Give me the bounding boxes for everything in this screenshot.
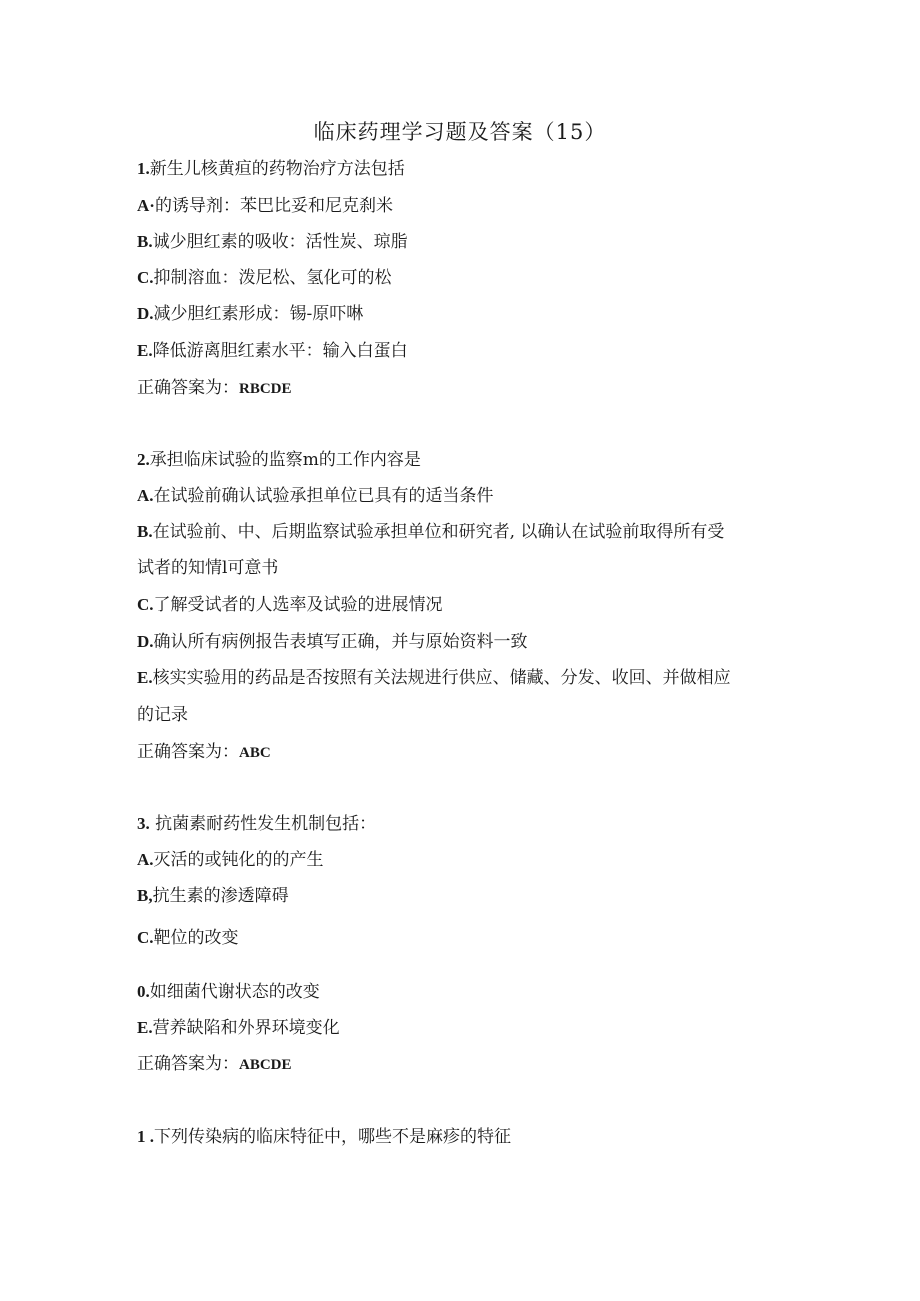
answer-value: ABCDE bbox=[239, 1057, 292, 1073]
question-text: 下列传染病的临床特征中，哪些不是麻疹的特征 bbox=[154, 1127, 511, 1147]
question-text: 新生儿核黄疸的药物治疗方法包括 bbox=[149, 159, 405, 179]
option-key: C. bbox=[137, 595, 154, 614]
option-key: E. bbox=[137, 341, 153, 360]
option-key: 0. bbox=[137, 982, 150, 1001]
option-text: 在试验前确认试验承担单位已具有的适当条件 bbox=[153, 486, 494, 506]
option-text-continued: 试者的知情l可意书 bbox=[137, 558, 279, 578]
option-key: A· bbox=[137, 196, 155, 215]
question-1-option-a bbox=[137, 195, 393, 217]
answer-value: ABC bbox=[239, 745, 271, 761]
question-number: 1. bbox=[137, 159, 150, 178]
option-text: 灭活的或钝化的的产生 bbox=[153, 850, 324, 870]
option-key: E. bbox=[137, 1018, 153, 1037]
answer-label: 正确答案为： bbox=[137, 378, 239, 398]
question-number: 1 . bbox=[137, 1127, 154, 1146]
question-text: 抗菌素耐药性发生机制包括： bbox=[149, 814, 377, 834]
question-2-option-e-continued bbox=[137, 704, 188, 726]
question-3-option-c bbox=[137, 927, 239, 949]
question-2-option-b-continued bbox=[137, 557, 278, 579]
option-text-continued: 的记录 bbox=[137, 705, 188, 725]
option-key: B. bbox=[137, 522, 153, 541]
question-3-stem bbox=[137, 813, 376, 835]
option-text: 诚少胆红素的吸收：活性炭、琼脂 bbox=[152, 232, 408, 252]
question-1-option-d bbox=[137, 303, 363, 325]
question-1-option-e bbox=[137, 340, 408, 362]
option-key: A. bbox=[137, 486, 154, 505]
option-text: 降低游离胆红素水平：输入白蛋白 bbox=[152, 341, 408, 361]
question-number: 3. bbox=[137, 814, 150, 833]
question-1-answer bbox=[137, 377, 292, 400]
question-1-stem bbox=[137, 158, 405, 180]
question-1-option-c bbox=[137, 267, 392, 289]
question-2-option-e bbox=[137, 667, 731, 689]
option-key: D. bbox=[137, 632, 154, 651]
question-3-option-a bbox=[137, 849, 324, 871]
question-text: 承担临床试验的监察m的工作内容是 bbox=[149, 450, 421, 470]
option-text: 抗生素的渗透障碍 bbox=[152, 886, 289, 906]
option-text: 在试验前、中、后期监察试验承担单位和研究者, 以确认在试验前取得所有受 bbox=[152, 522, 725, 542]
option-key: C. bbox=[137, 268, 154, 287]
option-text: 营养缺陷和外界环境变化 bbox=[152, 1018, 340, 1038]
question-3-option-b bbox=[137, 885, 289, 907]
question-1-option-b bbox=[137, 231, 408, 253]
question-4-stem bbox=[137, 1126, 511, 1148]
answer-label: 正确答案为： bbox=[137, 742, 239, 762]
option-key: B, bbox=[137, 886, 153, 905]
answer-label: 正确答案为： bbox=[137, 1054, 239, 1074]
option-text: 减少胆红素形成：锡-原吓啉 bbox=[153, 304, 364, 324]
option-key: D. bbox=[137, 304, 154, 323]
option-key: A. bbox=[137, 850, 154, 869]
question-3-answer bbox=[137, 1053, 292, 1076]
answer-value: RBCDE bbox=[239, 381, 292, 397]
option-key: B. bbox=[137, 232, 153, 251]
question-3-option-d bbox=[137, 981, 320, 1003]
question-2-stem bbox=[137, 449, 421, 471]
option-text: 的诱导剂：苯巴比妥和尼克刹米 bbox=[154, 196, 393, 216]
option-text: 确认所有病例报告表填写正确，并与原始资料一致 bbox=[153, 632, 528, 652]
document-title: 临床药理学习题及答案（15） bbox=[313, 120, 607, 144]
option-text: 了解受试者的人选率及试验的进展情况 bbox=[153, 595, 443, 615]
option-text: 靶位的改变 bbox=[153, 928, 239, 948]
question-2-answer bbox=[137, 741, 271, 764]
question-2-option-b bbox=[137, 521, 724, 543]
option-text: 如细菌代谢状态的改变 bbox=[149, 982, 320, 1002]
question-2-option-a bbox=[137, 485, 494, 507]
question-3-option-e bbox=[137, 1017, 340, 1039]
question-2-option-c bbox=[137, 594, 443, 616]
option-text: 抑制溶血：泼尼松、氢化可的松 bbox=[153, 268, 392, 288]
option-key: E. bbox=[137, 668, 153, 687]
option-key: C. bbox=[137, 928, 154, 947]
option-text: 核实实验用的药品是否按照有关法规进行供应、储藏、分发、收回、并做相应 bbox=[152, 668, 731, 688]
question-2-option-d bbox=[137, 631, 528, 653]
question-number: 2. bbox=[137, 450, 150, 469]
